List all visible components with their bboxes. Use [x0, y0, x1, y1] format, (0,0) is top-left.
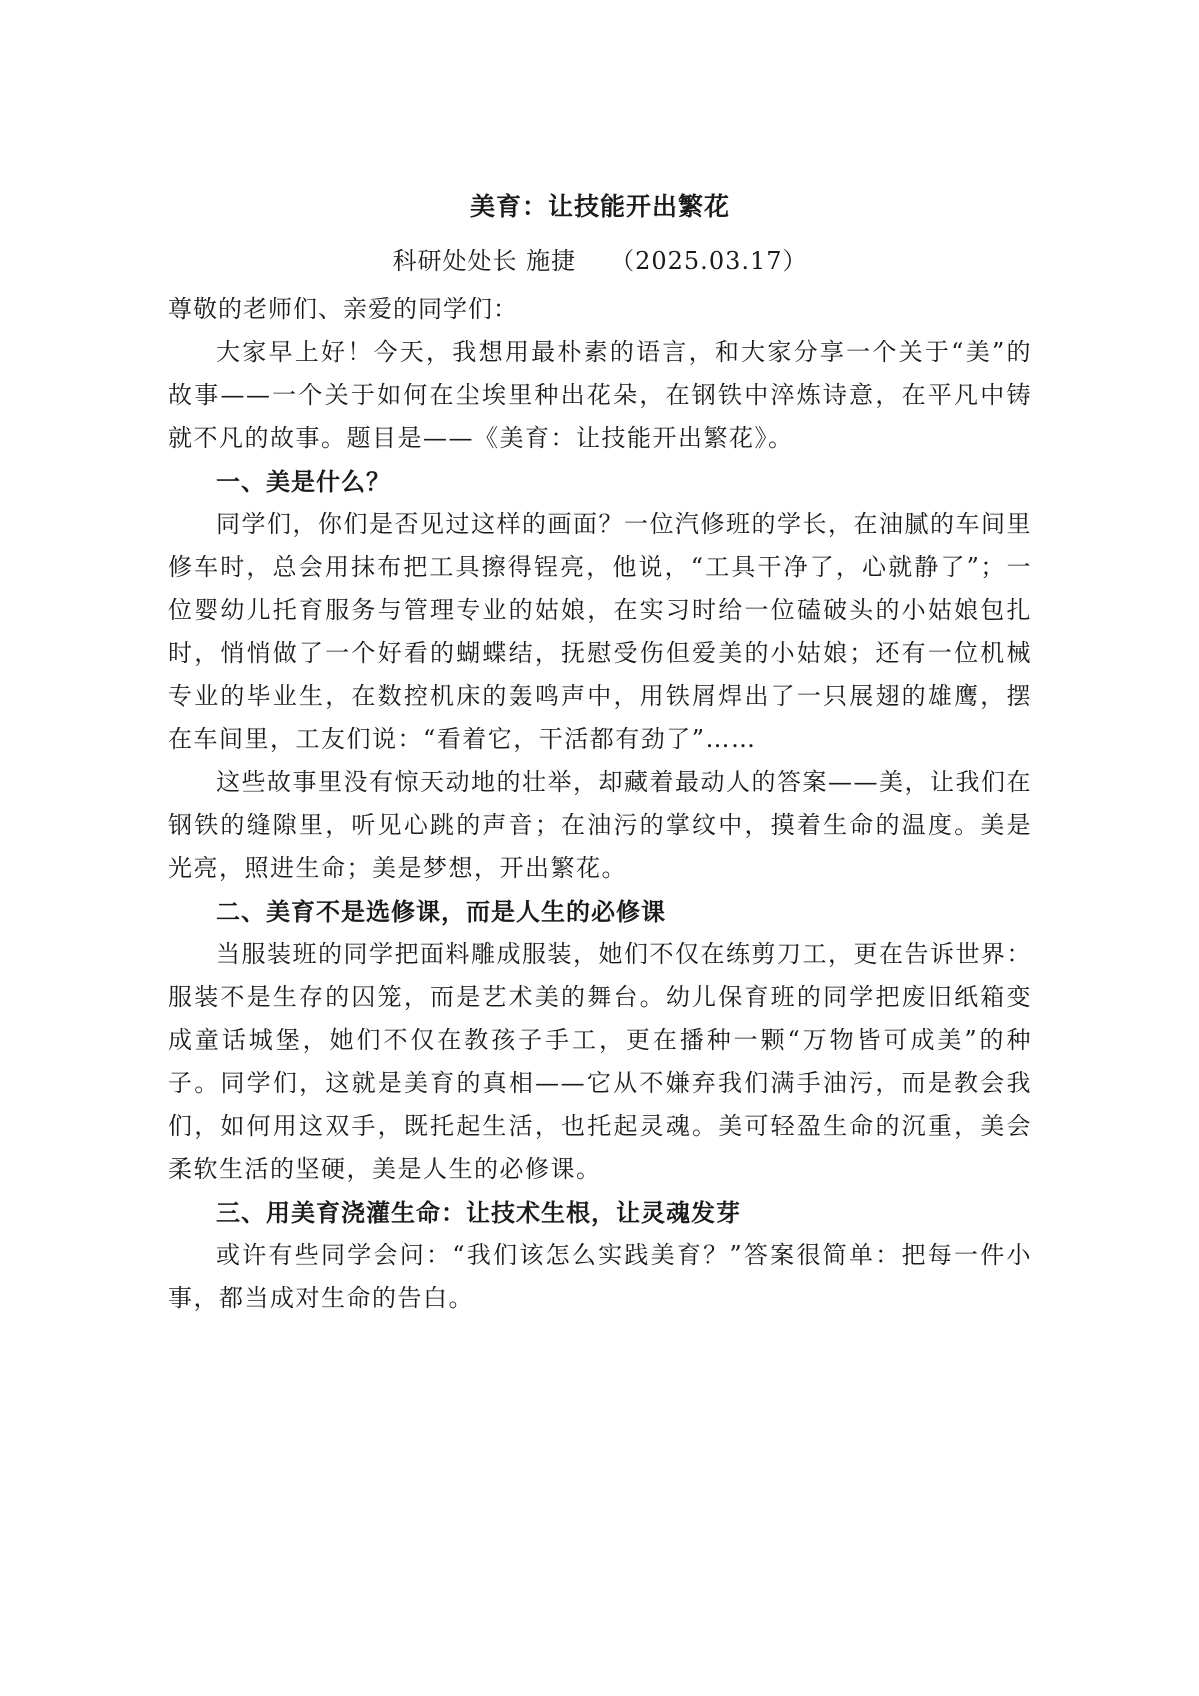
salutation: 尊敬的老师们、亲爱的同学们：	[168, 295, 518, 323]
date: （2025.03.17）	[610, 247, 808, 275]
section-3-heading: 三、用美育浇灌生命：让技术生根，让灵魂发芽	[216, 1198, 741, 1227]
section-1-heading: 一、美是什么？	[216, 467, 391, 496]
section-2-paragraph-1: 当服装班的同学把面料雕成服装，她们不仅在练剪刀工，更在告诉世界：服装不是生存的囚笼，而是艺术美的舞台。幼儿保育班的同学把废旧纸箱变成童话城堡，她们不仅在教孩子手工，更在播种一颗“万物皆可成美”的种子。同学们，这就是美育的真相——它从不嫌弃我们满手油污，而是教会我们，如何用这双手，既托起生活，也托起灵魂。美可轻盈生命的沉重，美会柔软生活的坚硬，美是人生的必修课。	[168, 940, 1032, 1183]
section-3-paragraph-1: 或许有些同学会问：“我们该怎么实践美育？”答案很简单：把每一件小事，都当成对生命的告白。	[168, 1241, 1032, 1312]
speech-document	[168, 186, 1032, 1320]
intro-paragraph: 大家早上好！今天，我想用最朴素的语言，和大家分享一个关于“美”的故事——一个关于如何在尘埃里种出花朵，在钢铁中淬炼诗意，在平凡中铸就不凡的故事。题目是——《美育：让技能开出繁花》。	[168, 338, 1032, 452]
document-title: 美育：让技能开出繁花	[469, 192, 730, 221]
byline	[168, 240, 1032, 282]
section-2-heading: 二、美育不是选修课，而是人生的必修课	[216, 897, 666, 926]
author: 科研处处长 施捷	[392, 247, 577, 275]
section-1-paragraph-2: 这些故事里没有惊天动地的壮举，却藏着最动人的答案——美，让我们在钢铁的缝隙里，听见心跳的声音；在油污的掌纹中，摸着生命的温度。美是光亮，照进生命；美是梦想，开出繁花。	[168, 768, 1032, 882]
section-1-paragraph-1: 同学们，你们是否见过这样的画面？一位汽修班的学长，在油腻的车间里修车时，总会用抹布把工具擦得锃亮，他说，“工具干净了，心就静了”；一位婴幼儿托育服务与管理专业的姑娘，在实习时给一位磕破头的小姑娘包扎时，悄悄做了一个好看的蝴蝶结，抚慰受伤但爱美的小姑娘；还有一位机械专业的毕业生，在数控机床的轰鸣声中，用铁屑焊出了一只展翅的雄鹰，摆在车间里，工友们说：“看着它，干活都有劲了”……	[168, 510, 1032, 753]
